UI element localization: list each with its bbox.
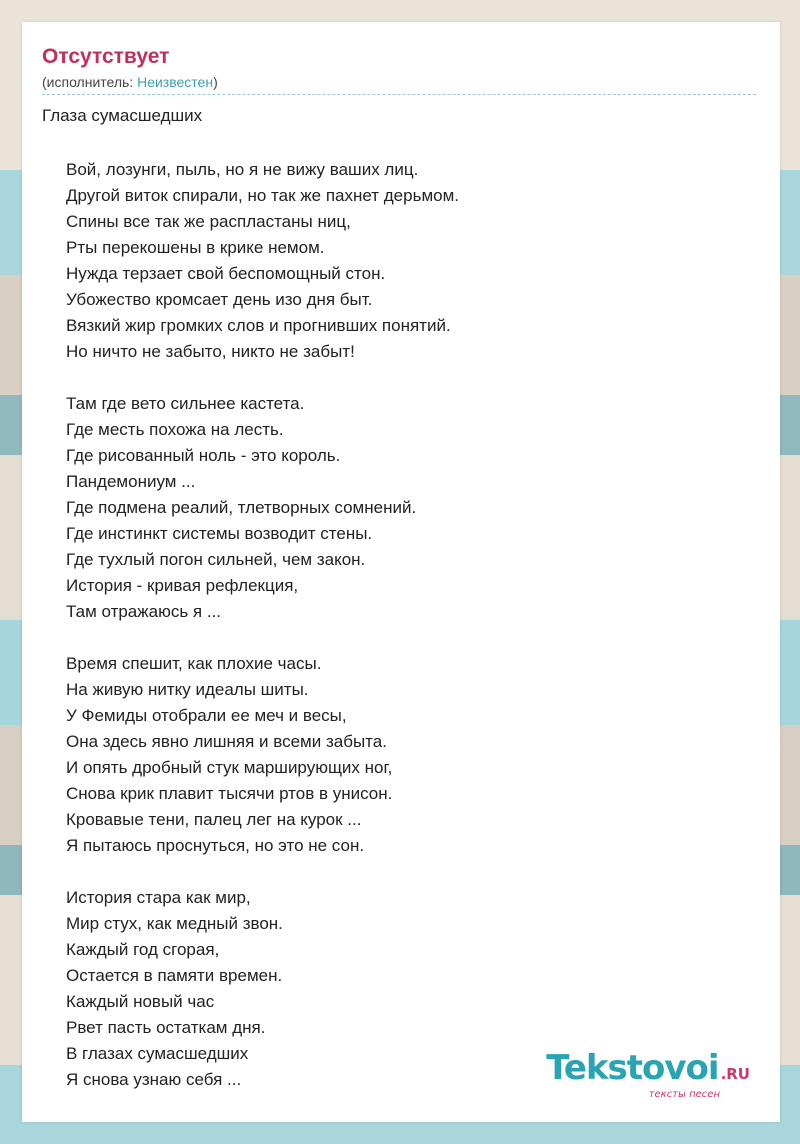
logo-name: Tekstovoi <box>546 1048 719 1088</box>
lyrics-line: Снова крик плавит тысячи ртов в унисон. <box>66 784 393 803</box>
lyrics-line: Каждый год сгорая, <box>66 940 220 959</box>
lyrics-stanza <box>66 885 459 1093</box>
lyrics-line: Рвет пасть остаткам дня. <box>66 1018 266 1037</box>
logo-wordmark <box>546 1048 750 1091</box>
lyrics-line: Каждый новый час <box>66 992 215 1011</box>
lyrics-line: Я снова узнаю себя ... <box>66 1070 242 1089</box>
lyrics-line: Где рисованный ноль - это король. <box>66 446 341 465</box>
site-logo[interactable] <box>546 1048 750 1100</box>
lyrics-line: На живую нитку идеалы шиты. <box>66 680 309 699</box>
song-name: Глаза сумасшедших <box>42 106 203 125</box>
lyrics-line: Там отражаюсь я ... <box>66 602 222 621</box>
performer-prefix: (исполнитель: <box>42 74 138 90</box>
lyrics-line: Нужда терзает свой беспомощный стон. <box>66 264 386 283</box>
lyrics-line: Убожество кромсает день изо дня быт. <box>66 290 373 309</box>
lyrics-line: Где инстинкт системы возводит стены. <box>66 524 373 543</box>
artist-link[interactable]: Неизвестен <box>137 74 214 90</box>
lyrics-line: Рты перекошены в крике немом. <box>66 238 325 257</box>
lyrics-line: История стара как мир, <box>66 888 251 907</box>
logo-tagline: тексты песен <box>648 1089 720 1100</box>
logo-tld: .RU <box>720 1065 750 1083</box>
song-header <box>42 44 756 95</box>
lyrics-stanza <box>66 157 459 365</box>
performer-suffix: ) <box>213 74 218 90</box>
lyrics-line: В глазах сумасшедших <box>66 1044 249 1063</box>
lyrics-line: История - кривая рефлекция, <box>66 576 299 595</box>
lyrics-line: Вой, лозунги, пыль, но я не вижу ваших лиц. <box>66 160 419 179</box>
lyrics-line: Там где вето сильнее кастета. <box>66 394 305 413</box>
lyrics-line: Она здесь явно лишняя и всеми забыта. <box>66 732 387 751</box>
lyrics-line: Где месть похожа на лесть. <box>66 420 284 439</box>
lyrics-line: У Фемиды отобрали ее меч и весы, <box>66 706 347 725</box>
lyrics-line: Но ничто не забыто, никто не забыт! <box>66 342 355 361</box>
page-title: Отсутствует <box>42 45 170 68</box>
lyrics-line: Где подмена реалий, тлетворных сомнений. <box>66 498 417 517</box>
lyrics-line: Где тухлый погон сильней, чем закон. <box>66 550 366 569</box>
lyrics-line: И опять дробный стук марширующих ног, <box>66 758 393 777</box>
lyrics-line: Мир стух, как медный звон. <box>66 914 283 933</box>
lyrics-line: Вязкий жир громких слов и прогнивших понятий. <box>66 316 451 335</box>
lyrics-line: Пандемониум ... <box>66 472 196 491</box>
lyrics-stanza <box>66 651 459 859</box>
lyrics-card <box>22 22 780 1122</box>
lyrics-line: Остается в памяти времен. <box>66 966 283 985</box>
lyrics-line: Другой виток спирали, но так же пахнет дерьмом. <box>66 186 460 205</box>
lyrics-line: Кровавые тени, палец лег на курок ... <box>66 810 362 829</box>
lyrics-line: Я пытаюсь проснуться, но это не сон. <box>66 836 365 855</box>
lyrics-line: Спины все так же распластаны ниц, <box>66 212 351 231</box>
lyrics-stanza <box>66 391 459 625</box>
lyrics-body <box>66 157 459 1119</box>
lyrics-line: Время спешит, как плохие часы. <box>66 654 322 673</box>
performer-line <box>42 72 756 92</box>
